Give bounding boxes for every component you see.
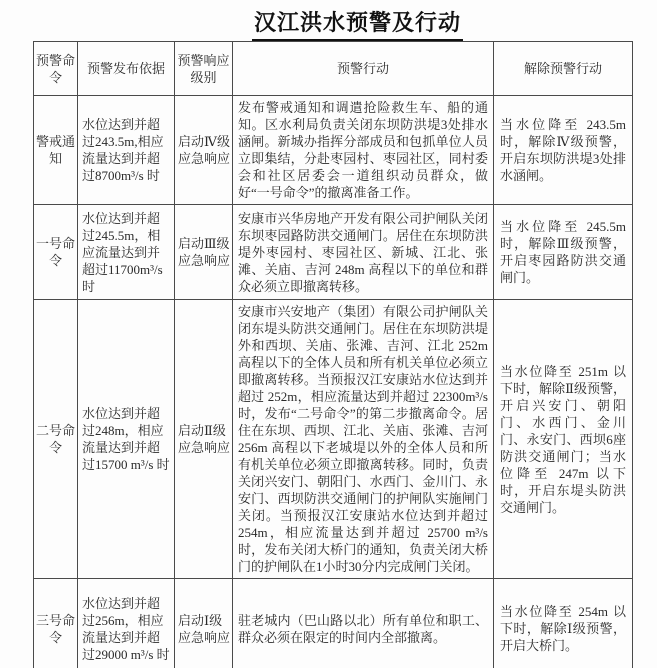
cell-action: 安康市兴安地产（集团）有限公司护闸队关闭东堤头防洪交通闸门。居住在东坝防洪堤外和西坝、关庙、张滩、吉河、江北 252m 高程以下的全体人员和所有机关单位必须立即撤离转移。当预报汉江安康站水位达到并超过 252m，相应流量达到并超过 22300m³/s 时，发布“二号命令”的第二步撤离命令。居住在东坝、西坝、江北、关庙、张滩、吉河 256m 高程以下老城堤以外的全体人员和所有机关单位必须立即撤离转移。同时，负责关闭兴安门、朝阳门、水西门、金川门、永安门、西坝防洪交通闸门的护闸队实施闸门关闭。当预报汉江安康站水位达到并超过 254m，相应流量达到并超过 25700 m³/s 时，发布关闭大桥门的通知，负责关闭大桥门的护闸队在1小时30分内完成闸门关闭。 — [233, 300, 494, 579]
table-row-order-2 — [34, 300, 633, 579]
column-header-basis: 预警发布依据 — [78, 42, 175, 96]
cell-level: 启动Ⅱ级应急响应 — [175, 300, 233, 579]
cell-level: 启动Ⅳ级应急响应 — [175, 96, 233, 205]
cell-action: 驻老城内（巴山路以北）所有单位和职工、群众必须在限定的时间内全部撤离。 — [233, 579, 494, 668]
column-header-level: 预警响应级别 — [175, 42, 233, 96]
cell-basis: 水位达到并超过248m，相应流量达到并超过15700 m³/s 时 — [78, 300, 175, 579]
column-header-command: 预警命令 — [34, 42, 78, 96]
cell-lift: 当水位降至 243.5m 时，解除Ⅳ级预警，开启东坝防洪堤3处排水涵闸。 — [494, 96, 633, 205]
cell-basis: 水位达到并超过243.5m,相应流量达到并超过8700m³/s 时 — [78, 96, 175, 205]
cell-action: 发布警戒通知和调遣抢险救生车、船的通知。区水利局负责关闭东坝防洪堤3处排水涵闸。新城办指挥分部成员和包抓单位人员立即集结，分赴枣园村、枣园社区，同村委会和社区居委会一道组织动员群众，做好“一号命令”的撤离准备工作。 — [233, 96, 494, 205]
table-row-alert-notice — [34, 96, 633, 205]
cell-lift: 当水位降至 254m 以下时，解除Ⅰ级预警，开启大桥门。 — [494, 579, 633, 668]
table-row-order-3 — [34, 579, 633, 668]
cell-level: 启动Ⅰ级应急响应 — [175, 579, 233, 668]
cell-lift: 当水位降至 251m 以下时，解除Ⅱ级预警，开启兴安门、朝阳门、水西门、金川门、永安门、西坝6座防洪交通闸门；当水位降至 247m 以下时，开启东堤头防洪交通闸门。 — [494, 300, 633, 579]
cell-command: 三号命令 — [34, 579, 78, 668]
table-row-order-1 — [34, 205, 633, 300]
cell-command: 一号命令 — [34, 205, 78, 300]
page-title: 汉江洪水预警及行动 — [252, 6, 463, 41]
title-container — [0, 6, 657, 41]
cell-command: 二号命令 — [34, 300, 78, 579]
cell-lift: 当水位降至 245.5m 时，解除Ⅲ级预警，开启枣园路防洪交通闸门。 — [494, 205, 633, 300]
cell-action: 安康市兴华房地产开发有限公司护闸队关闭东坝枣园路防洪交通闸门。居住在东坝防洪堤外枣园村、枣园社区、新城、江北、张滩、关庙、吉河 248m 高程以下的单位和群众必须立即撤离转移。 — [233, 205, 494, 300]
cell-basis: 水位达到并超过245.5m，相应流量达到并超过11700m³/s 时 — [78, 205, 175, 300]
flood-warning-table — [33, 41, 633, 668]
cell-level: 启动Ⅲ级应急响应 — [175, 205, 233, 300]
table-header-row — [34, 42, 633, 96]
cell-command: 警戒通知 — [34, 96, 78, 205]
cell-basis: 水位达到并超过256m，相应流量达到并超过29000 m³/s 时 — [78, 579, 175, 668]
column-header-lift: 解除预警行动 — [494, 42, 633, 96]
column-header-action: 预警行动 — [233, 42, 494, 96]
